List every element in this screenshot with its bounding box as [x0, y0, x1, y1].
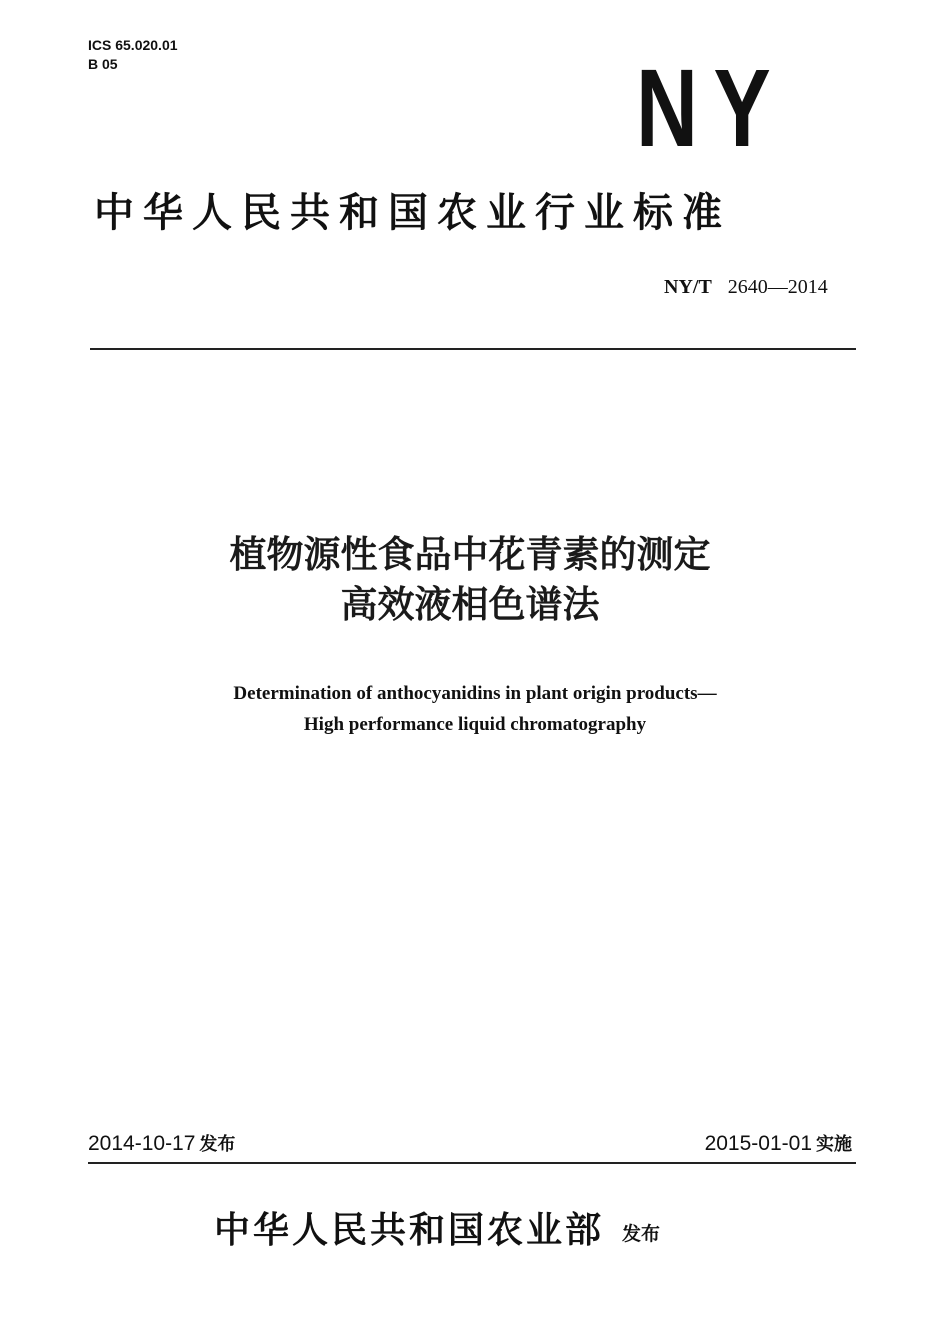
footer-divider: [88, 1162, 856, 1164]
standard-prefix: NY/T: [664, 276, 712, 298]
ics-code: ICS 65.020.01: [88, 37, 178, 53]
chinese-title-line-1: 植物源性食品中花青素的测定: [229, 533, 711, 576]
implement-label: 实施: [816, 1134, 852, 1155]
english-title-line-2: High performance liquid chromatography: [303, 714, 647, 735]
organization-title: 中华人民共和国农业行业标准: [94, 189, 731, 236]
standard-number: 2640—2014: [727, 276, 828, 298]
issuer-name: 中华人民共和国农业部: [214, 1209, 605, 1251]
issue-date-block: [88, 1130, 235, 1159]
english-title-line-1: Determination of anthocyanidins in plant origin products—: [233, 683, 717, 704]
header-divider: [90, 348, 856, 350]
issue-date: 2014-10-17: [88, 1132, 196, 1155]
ny-logo: NY: [636, 47, 787, 170]
chinese-title-line-2: 高效液相色谱法: [340, 583, 600, 626]
classification-codes: [88, 36, 178, 74]
issuer-action: 发布: [622, 1223, 661, 1245]
chinese-title: [0, 530, 940, 630]
implement-date: 2015-01-01: [704, 1132, 812, 1155]
ccs-code: B 05: [88, 56, 118, 72]
standard-code: [664, 274, 828, 300]
implement-date-block: [705, 1130, 852, 1159]
issue-label: 发布: [199, 1134, 236, 1155]
english-title: [0, 678, 950, 740]
issuer-block: [214, 1206, 660, 1254]
